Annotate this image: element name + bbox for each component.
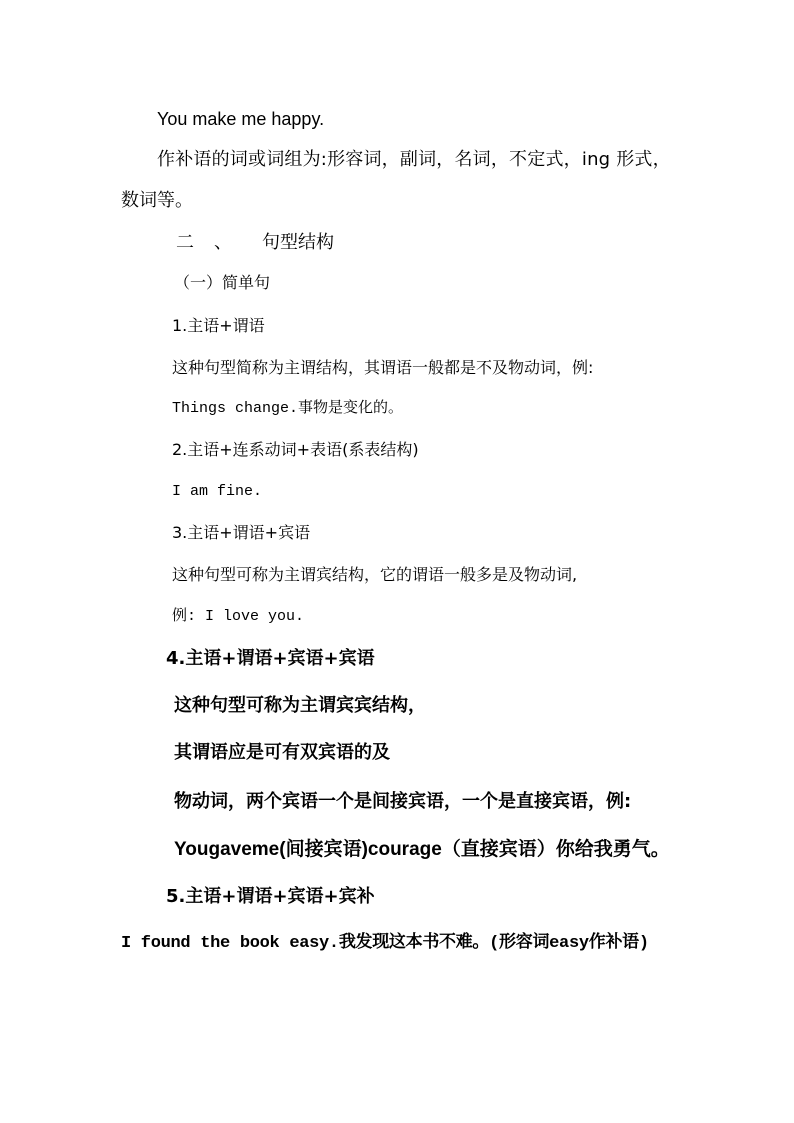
complement-description-cont: 数词等。	[121, 190, 193, 211]
item-description: 物动词，两个宾语一个是间接宾语，一个是直接宾语，例:	[174, 791, 632, 812]
item-title: 4.主语+谓语+宾语+宾语	[166, 648, 375, 669]
item-description: 这种句型可称为主谓宾结构，它的谓语一般多是及物动词,	[172, 565, 578, 584]
subsection-title: （一）简单句	[174, 273, 271, 292]
item-description: 这种句型可称为主谓宾宾结构，	[174, 695, 426, 716]
item-description: 其谓语应是可有双宾语的及	[174, 742, 390, 763]
item-example: Yougaveme(间接宾语)courage（直接宾语）你给我勇气。	[174, 839, 670, 860]
item-title: 2.主语+连系动词+表语(系表结构)	[172, 440, 419, 459]
item-description: 这种句型简称为主谓结构，其谓语一般都是不及物动词，例:	[172, 358, 594, 377]
item-example: Things change.事物是变化的。	[172, 400, 404, 417]
section-separator: 、	[214, 232, 232, 253]
item-title: 1.主语+谓语	[172, 316, 265, 335]
complement-description: 作补语的词或词组为:形容词，副词，名词，不定式，ing 形式，	[157, 149, 671, 170]
item-title: 5.主语+谓语+宾语+宾补	[166, 886, 375, 907]
item-title: 3.主语+谓语+宾语	[172, 523, 311, 542]
item-example: 例: I love you.	[172, 608, 305, 625]
item-example: I found the book easy.我发现这本书不难。(形容词easy作补语)	[121, 934, 649, 953]
example-sentence: You make me happy.	[157, 109, 325, 129]
section-title: 句型结构	[262, 232, 334, 253]
item-example: I am fine.	[172, 483, 263, 500]
section-number: 二	[176, 232, 194, 253]
